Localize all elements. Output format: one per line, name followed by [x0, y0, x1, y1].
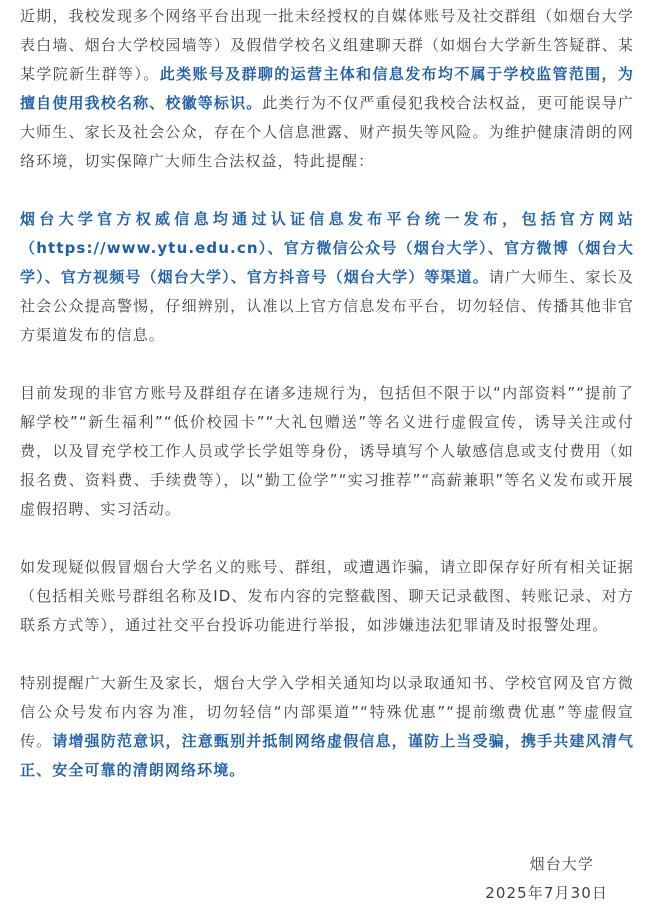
official-channels-highlight: 烟台大学官方权威信息均通过认证信息发布平台统一发布，包括官方网站（https://www.ytu.edu.cn）、官方微信公众号（烟台大学）、官方微博（烟台大学）、官方视频号（烟台大学）、官方抖音号（烟台大学）等渠道。 [20, 210, 634, 286]
paragraph-violations [20, 379, 634, 524]
reporting-text: 如发现疑似假冒烟台大学名义的账号、群组，或遭遇诈骗，请立即保存好所有相关证据（包括相关账号群组名称及ID、发布内容的完整截图、聊天记录截图、转账记录、对方联系方式等），通过社交平台投诉功能进行举报，如涉嫌违法犯罪请及时报警处理。 [20, 558, 634, 634]
official-channels-text: 请广大师生、家长及社会公众提高警惕，仔细辨别，认准以上官方信息发布平台，切勿轻信、传播其他非官方渠道发布的信息。 [20, 268, 634, 344]
reminder-highlight: 请增强防范意识，注意甄别并抵制网络虚假信息，谨防上当受骗，携手共建风清气正、安全可靠的清朗网络环境。 [20, 732, 635, 779]
signature-org: 烟台大学 [529, 855, 594, 873]
reminder-text: 特别提醒广大新生及家长，烟台大学入学相关通知均以录取通知书、学校官网及官方微信公众号发布内容为准，切勿轻信“内部渠道”“特殊优惠”“提前缴费优惠”等虚假宣传。 [20, 674, 634, 750]
paragraph-reminder [20, 669, 634, 785]
violations-text: 目前发现的非官方账号及群组存在诸多违规行为，包括但不限于以“内部资料”“提前了解学校”“新生福利”“低价校园卡”“大礼包赠送”等名义进行虚假宣传，诱导关注或付费，以及冒充学校工作人员或学长学姐等身份，诱导填写个人敏感信息或支付费用（如报名费、资料费、手续费等），以“勤工俭学”“实习推荐”“高薪兼职”等名义发布或开展虚假招聘、实习活动。 [20, 384, 634, 518]
intro-highlight: 此类账号及群聊的运营主体和信息发布均不属于学校监管范围，为擅自使用我校名称、校徽等标识。 [20, 65, 634, 112]
paragraph-reporting [20, 553, 634, 640]
intro-text-continued: 此类行为不仅严重侵犯我校合法权益，更可能误导广大师生、家长及社会公众，存在个人信息泄露、财产损失等风险。为维护健康清朗的网络环境，切实保障广大师生合法权益，特此提醒： [20, 94, 634, 170]
signature-block [485, 850, 608, 908]
paragraph-official-channels [20, 205, 634, 350]
signature-date: 2025年7月30日 [485, 884, 608, 902]
paragraph-intro [20, 0, 634, 176]
intro-text: 近期，我校发现多个网络平台出现一批未经授权的自媒体账号及社交群组（如烟台大学表白墙、烟台大学校园墙等）及假借学校名义组建聊天群（如烟台大学新生答疑群、某某学院新生群等）。 [20, 7, 634, 83]
